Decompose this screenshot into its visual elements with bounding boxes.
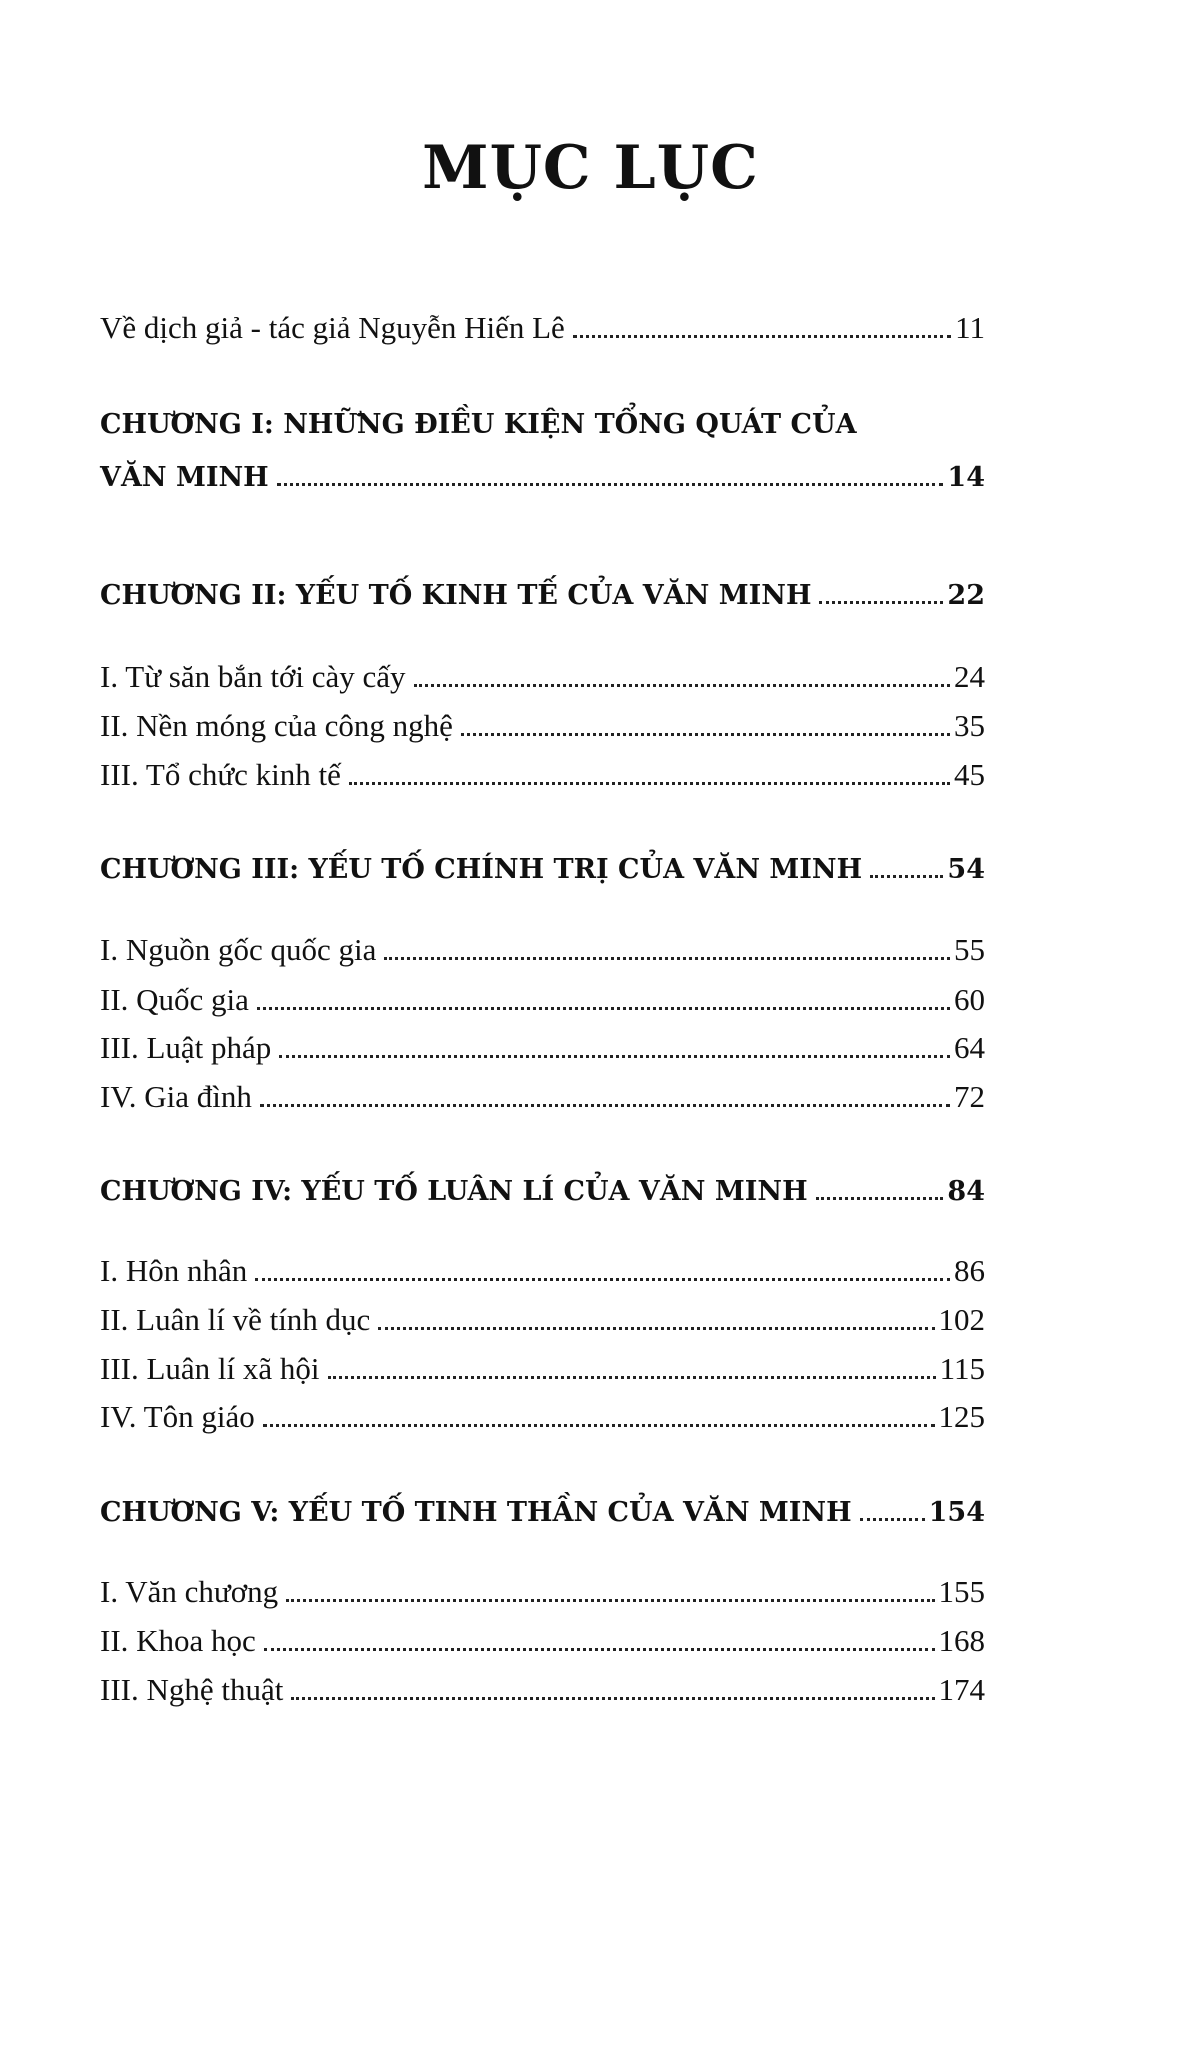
toc-entry-page: 72 — [954, 1079, 985, 1114]
toc-entry-page: 24 — [954, 659, 985, 694]
toc-entry — [100, 1077, 985, 1117]
toc-entry-page: 168 — [938, 1623, 985, 1658]
toc-entry-page: 64 — [954, 1030, 985, 1065]
dot-leader — [279, 1055, 950, 1058]
toc-entry-label: IV. Tôn giáo — [100, 1399, 255, 1434]
chapter-heading-line1: CHƯƠNG I: NHỮNG ĐIỀU KIỆN TỔNG QUÁT CỦA — [100, 409, 857, 440]
toc-entry-page: 54 — [947, 854, 985, 885]
toc-entry-label: I. Nguồn gốc quốc gia — [100, 932, 377, 967]
toc-entry-label: Về dịch giả - tác giả Nguyễn Hiến Lê — [100, 310, 565, 345]
dot-leader — [291, 1697, 934, 1700]
toc-entry-label: CHƯƠNG III: YẾU TỐ CHÍNH TRỊ CỦA VĂN MINH — [100, 854, 863, 885]
dot-leader — [349, 782, 950, 785]
dot-leader — [264, 1648, 935, 1651]
chapter-entry — [100, 576, 985, 616]
toc-entry-label: III. Nghệ thuật — [100, 1672, 284, 1707]
toc-entry-label: I. Văn chương — [100, 1574, 279, 1609]
toc-entry-page: 14 — [947, 462, 985, 493]
dot-leader — [414, 684, 951, 687]
chapter-entry — [100, 458, 985, 498]
toc-entry — [100, 755, 985, 795]
dot-leader — [257, 1007, 950, 1010]
toc-entry-page: 154 — [928, 1497, 985, 1528]
dot-leader — [819, 601, 943, 604]
toc-entry — [100, 1670, 985, 1710]
toc-entry — [100, 1349, 985, 1389]
dot-leader — [573, 335, 951, 338]
toc-entry — [100, 308, 985, 348]
toc-entry-page: 102 — [938, 1302, 985, 1337]
toc-entry-page: 60 — [954, 982, 985, 1017]
chapter-entry — [100, 850, 985, 890]
dot-leader — [860, 1518, 925, 1521]
toc-entry-page: 35 — [954, 708, 985, 743]
dot-leader — [263, 1424, 935, 1427]
dot-leader — [277, 483, 944, 486]
toc-entry-page: 115 — [939, 1351, 985, 1386]
toc-entry — [100, 1028, 985, 1068]
toc-entry-label: I. Từ săn bắn tới cày cấy — [100, 659, 406, 694]
toc-entry-label: III. Luật pháp — [100, 1030, 272, 1065]
toc-entry — [100, 1300, 985, 1340]
toc-entry — [100, 980, 985, 1020]
toc-entry-label: II. Nền móng của công nghệ — [100, 708, 453, 743]
toc-entry-label: CHƯƠNG V: YẾU TỐ TINH THẦN CỦA VĂN MINH — [100, 1497, 852, 1528]
toc-entry — [100, 706, 985, 746]
toc-entry — [100, 1572, 985, 1612]
toc-entry-page: 174 — [938, 1672, 985, 1707]
toc-entry-label: I. Hôn nhân — [100, 1253, 248, 1288]
toc-entry-label: IV. Gia đình — [100, 1079, 252, 1114]
page-title: MỤC LỤC — [422, 133, 759, 203]
toc-entry — [100, 1397, 985, 1437]
toc-entry-page: 22 — [947, 580, 985, 611]
dot-leader — [384, 957, 950, 960]
toc-entry — [100, 930, 985, 970]
toc-entry — [100, 1251, 985, 1291]
toc-entry-page: 155 — [938, 1574, 985, 1609]
toc-entry-page: 86 — [954, 1253, 985, 1288]
dot-leader — [378, 1327, 934, 1330]
toc-entry-label: II. Quốc gia — [100, 982, 249, 1017]
dot-leader — [260, 1104, 950, 1107]
toc-entry — [100, 1621, 985, 1661]
dot-leader — [816, 1197, 944, 1200]
chapter-entry — [100, 1172, 985, 1212]
toc-entry-label: CHƯƠNG IV: YẾU TỐ LUÂN LÍ CỦA VĂN MINH — [100, 1176, 808, 1207]
toc-entry-page: 84 — [947, 1176, 985, 1207]
dot-leader — [286, 1599, 934, 1602]
dot-leader — [328, 1376, 936, 1379]
toc-entry — [100, 657, 985, 697]
toc-entry-label: III. Tổ chức kinh tế — [100, 757, 341, 792]
toc-entry-label: CHƯƠNG II: YẾU TỐ KINH TẾ CỦA VĂN MINH — [100, 580, 812, 611]
toc-entry-label: VĂN MINH — [100, 462, 269, 493]
toc-entry-page: 55 — [954, 932, 985, 967]
toc-entry-page: 125 — [938, 1399, 985, 1434]
dot-leader — [255, 1278, 950, 1281]
toc-entry-page: 45 — [954, 757, 985, 792]
dot-leader — [870, 875, 943, 878]
chapter-entry — [100, 1493, 985, 1533]
toc-entry-label: II. Khoa học — [100, 1623, 256, 1658]
dot-leader — [461, 733, 950, 736]
toc-entry-label: III. Luân lí xã hội — [100, 1351, 320, 1386]
toc-entry-label: II. Luân lí về tính dục — [100, 1302, 371, 1337]
toc-entry-page: 11 — [955, 310, 985, 345]
